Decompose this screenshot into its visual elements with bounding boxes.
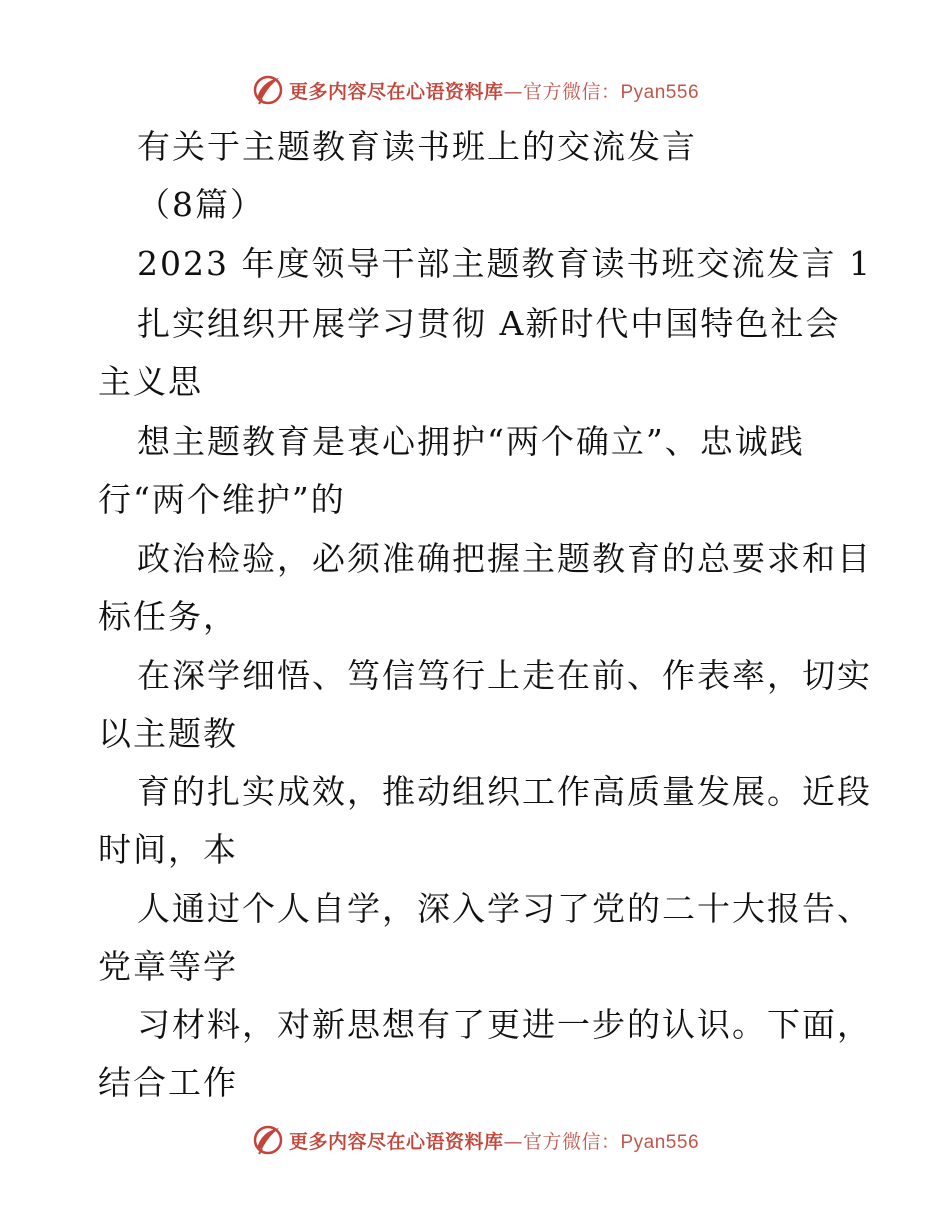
watermark-text <box>289 77 699 104</box>
paragraph-line: 以主题教 <box>98 714 238 753</box>
paragraph-line: 习材料，对新思想有了更进一步的认识。下面， <box>137 1005 872 1044</box>
watermark-brand: 更多内容尽在心语资料库 <box>288 80 504 103</box>
paragraph-line: 扎实组织开展学习贯彻 A新时代中国特色社会 <box>137 304 841 343</box>
paragraph-line: 主义思 <box>98 362 203 401</box>
paragraph-line: 结合工作 <box>98 1063 238 1102</box>
paragraph-line: 标任务， <box>98 597 238 636</box>
paragraph-line: 人通过个人自学，深入学习了党的二十大报告、 <box>137 889 872 928</box>
watermark-brand: 更多内容尽在心语资料库 <box>288 1130 504 1153</box>
paragraph-line: 想主题教育是衷心拥护“两个确立”、忠诚践 <box>137 422 805 461</box>
paragraph-line: 行“两个维护”的 <box>98 480 346 519</box>
pen-logo-icon <box>251 1123 285 1157</box>
watermark-wechat-label: 官方微信： <box>522 80 621 103</box>
pen-logo-icon <box>251 73 285 107</box>
watermark-wechat-id: Pyan556 <box>620 81 700 103</box>
paragraph-line: 党章等学 <box>98 947 238 986</box>
paragraph-line: 在深学细悟、笃信笃行上走在前、作表率，切实 <box>137 656 872 695</box>
section-heading: 2023 年度领导干部主题教育读书班交流发言 1 <box>137 244 872 283</box>
paragraph-line: 时间，本 <box>98 830 238 869</box>
watermark-separator: — <box>503 1130 523 1153</box>
document-title: 有关于主题教育读书班上的交流发言 <box>137 127 697 166</box>
watermark-wechat-id: Pyan556 <box>620 1131 700 1153</box>
watermark-banner-bottom <box>0 1120 950 1160</box>
watermark-separator: — <box>503 80 523 103</box>
watermark-banner-top <box>0 70 950 110</box>
watermark-wechat-label: 官方微信： <box>522 1130 621 1153</box>
paragraph-line: 政治检验，必须准确把握主题教育的总要求和目 <box>137 539 872 578</box>
watermark-text <box>289 1127 699 1154</box>
document-subtitle: （8篇） <box>137 185 265 224</box>
paragraph-line: 育的扎实成效，推动组织工作高质量发展。近段 <box>137 772 872 811</box>
